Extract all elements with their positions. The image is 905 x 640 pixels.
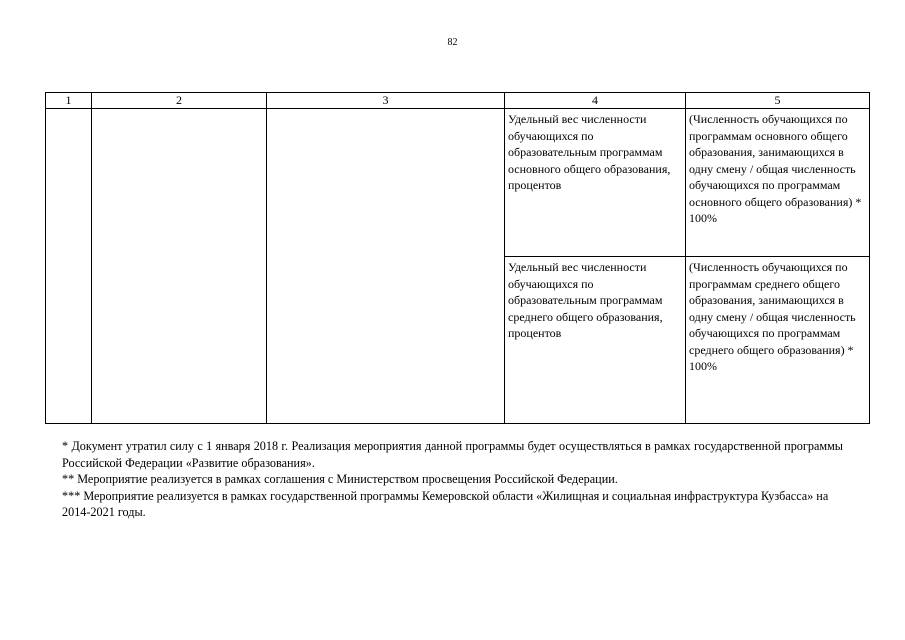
indicator-cell: Удельный вес численности обучающихся по образовательным программам среднего общего образования, процентов	[505, 257, 686, 424]
empty-cell-col1	[46, 109, 92, 424]
formula-cell: (Численность обучающихся по программам среднего общего образования, занимающихся в одну смену / общая численность обучающихся по программам среднего общего образования) * 100%	[686, 257, 870, 424]
footnotes	[62, 438, 843, 521]
column-header-5: 5	[686, 93, 870, 109]
footnote-1: * Документ утратил силу с 1 января 2018 г. Реализация мероприятия данной программы будет осуществляться в рамках государственной программы Российской Федерации «Развитие образования».	[62, 439, 843, 470]
table-row	[46, 109, 870, 257]
footnote-2: ** Мероприятие реализуется в рамках соглашения с Министерством просвещения Российской Федерации.	[62, 472, 618, 486]
empty-cell-col3	[267, 109, 505, 424]
indicator-cell: Удельный вес численности обучающихся по образовательным программам основного общего образования, процентов	[505, 109, 686, 257]
column-header-3: 3	[267, 93, 505, 109]
column-header-1: 1	[46, 93, 92, 109]
column-header-4: 4	[505, 93, 686, 109]
empty-cell-col2	[92, 109, 267, 424]
page-number: 82	[447, 37, 458, 48]
formula-cell: (Численность обучающихся по программам основного общего образования, занимающихся в одну смену / общая численность обучающихся по программам основного общего образования) * 100%	[686, 109, 870, 257]
column-header-2: 2	[92, 93, 267, 109]
table-header-row	[46, 93, 870, 109]
footnote-3: *** Мероприятие реализуется в рамках государственной программы Кемеровской области «Жилищная и социальная инфраструктура Кузбасса» на 2014-2021 годы.	[62, 488, 829, 519]
program-indicators-table	[45, 92, 870, 424]
